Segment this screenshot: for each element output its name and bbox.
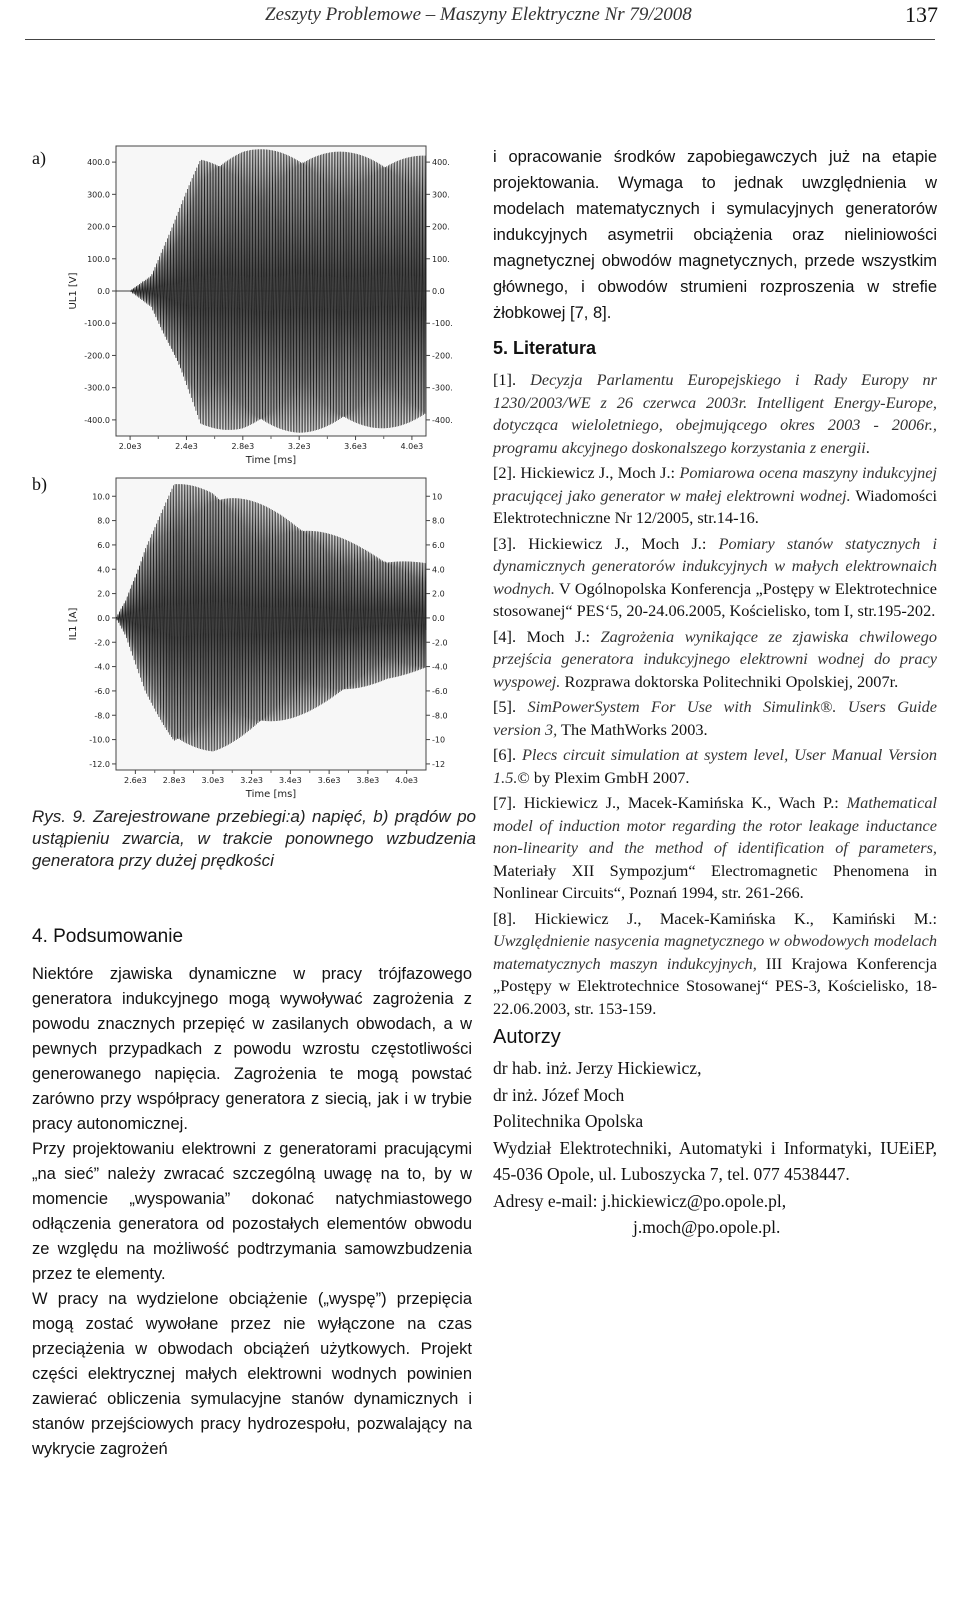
figure-label-a: a) (32, 148, 46, 168)
x-tick-label: 2.8e3 (231, 442, 255, 451)
section-4-paragraph-1: Niektóre zjawiska dynamiczne w pracy trójfazowego generatora indukcyjnego mogą wywoływać zagrożenia z powodu znacznych przepięć w zasilanych obwodach, a w pewnych przypadkach z powodu wzrostu częstotliwości generowanego napięcia. Zagrożenia te mogą powstać zarówno przy współpracy generatora z siecią, jak i w trybie pracy autonomicznej. (32, 965, 472, 1133)
y-tick-label-right: -200. (432, 351, 453, 361)
figure-label-b: b) (32, 474, 47, 494)
y-tick-label-right: 200. (432, 222, 450, 232)
reference-item (493, 744, 937, 789)
reference-title: Pomiarowa ocena maszyny indukcyjnej pracującej jako generator w małej elektrowni wodnej. (493, 463, 938, 505)
reference-authors: [2]. Hickiewicz J., Moch J.: (493, 463, 680, 482)
current-chart (66, 472, 466, 804)
y-tick-label-right: 6.0 (432, 540, 445, 550)
x-tick-label: 3.6e3 (344, 442, 367, 451)
y-tick-label: -4.0 (94, 662, 110, 672)
y-tick-label: 200.0 (87, 222, 110, 232)
x-tick-label: 3.0e3 (201, 776, 225, 785)
reference-title: Decyzja Parlamentu Europejskiego i Rady Europy nr 1230/2003/WE z 26 czerwca 2003r. Intelligent Energy-Europe, dotycząca wieloletniego, obejmującego okres 2003 - 2006r., programu akcyjnego doskonalszego korzystania z energii (493, 370, 937, 457)
y-tick-label-right: -10 (432, 735, 446, 745)
x-tick-label: 3.6e3 (317, 776, 341, 785)
author-line: Politechnika Opolska (493, 1111, 644, 1131)
reference-authors: [8]. Hickiewicz J., Macek-Kamińska K., Kamiński M.: (493, 908, 937, 928)
author-line: dr hab. inż. Jerzy Hickiewicz, (493, 1058, 702, 1078)
x-tick-label: 4.0e3 (395, 776, 418, 785)
y-tick-label: -2.0 (94, 638, 110, 648)
y-tick-label-right: -12 (432, 759, 446, 769)
reference-authors: [6]. (493, 745, 522, 764)
y-tick-label-right: 0.0 (432, 613, 445, 623)
reference-item (493, 533, 937, 623)
y-tick-label: -400.0 (84, 415, 110, 425)
y-tick-label: -8.0 (94, 711, 110, 721)
section-4-paragraph-3: W pracy na wydzielone obciążenie („wyspę”) przepięcia mogą zostać wywołane przez nie wyłączone na czas przeciążenia w obwodach obciążeń użytkowych. Projekt części elektrycznej małych elektrowni wodnych powinien zawierać obliczenia symulacyjne stanów dynamicznych i stanów przejściowych pracy hydrozespołu, pozwalający na wykrycie zagrożeń (32, 1290, 472, 1458)
reference-item (493, 369, 937, 459)
y-tick-label-right: -6.0 (432, 686, 448, 696)
y-tick-label: -12.0 (89, 759, 110, 769)
x-tick-label: 2.4e3 (175, 442, 198, 451)
reference-item (493, 462, 937, 530)
section-4-paragraph-4: i opracowanie środków zapobiegawczych już na etapie projektowania. Wymaga to jednak uwzględnienia w modelach matematycznych i symulacyjnych generatorów indukcyjnych asymetrii obciążenia oraz nieliniowości magnetycznej obwodów magnetycznych, przede wszystkim głównego, i obwodów strumieni rozproszenia w strefie żłobkowej [7, 8]. (493, 148, 937, 322)
section-4-title: 4. Podsumowanie (32, 926, 184, 947)
x-tick-label: 3.2e3 (287, 442, 311, 451)
y-tick-label-right: -100. (432, 319, 453, 329)
reference-source: V Ogólnopolska Konferencja „Postępy w Elektrotechnice stosowanej“ PES‘5, 20-24.06.2005, Kościelisko, tom I, str.195-202. (493, 578, 937, 620)
x-tick-label: 3.2e3 (240, 776, 263, 785)
y-tick-label-right: 100. (432, 254, 450, 264)
y-tick-label-right: -4.0 (432, 662, 448, 672)
x-axis-label: Time [ms] (245, 789, 297, 800)
x-tick-label: 2.8e3 (162, 776, 186, 785)
y-tick-label: -100.0 (84, 319, 110, 329)
reference-source: III Krajowa Konferencja „Postępy w Elektrotechnice Stosowanej“ PES-3, Kościelisko, 18-22.06.2003, str. 153-159. (493, 953, 937, 1018)
author-line: dr inż. Józef Moch (493, 1084, 625, 1105)
reference-source: Wiadomości Elektrotechniczne Nr 12/2005, str.14-16. (493, 485, 937, 527)
figure-caption: Rys. 9. Zarejestrowane przebiegi:a) napięć, b) prądów po ustąpieniu zwarcia, w trakcie ponownego wzbudzenia generatora przy dużej prędkości (32, 807, 476, 870)
reference-authors: [4]. Moch J.: (493, 626, 601, 646)
page-number: 137 (905, 2, 938, 27)
y-tick-label: -10.0 (89, 735, 110, 745)
page-header (0, 0, 960, 50)
x-tick-label: 2.6e3 (124, 776, 147, 785)
y-axis-label: UL1 [V] (68, 272, 79, 310)
reference-item (493, 626, 937, 694)
y-tick-label-right: 400. (432, 158, 450, 168)
reference-authors: [7]. Hickiewicz J., Macek-Kamińska K., Wach P.: (493, 793, 847, 812)
x-tick-label: 4.0e3 (400, 442, 424, 451)
section-4 (32, 926, 472, 1462)
y-tick-label: 0.0 (97, 613, 110, 623)
author-line: Adresy e-mail: j.hickiewicz@po.opole.pl, (493, 1190, 787, 1211)
y-tick-label-right: 4.0 (432, 565, 445, 575)
authors-title: Autorzy (493, 1026, 561, 1048)
x-tick-label: 2.0e3 (118, 442, 142, 451)
y-tick-label-right: 0.0 (432, 287, 445, 296)
reference-source: The MathWorks 2003. (557, 719, 708, 739)
voltage-chart (66, 140, 466, 470)
author-line: Wydział Elektrotechniki, Automatyki i Informatyki, IUEiEP, 45-036 Opole, ul. Luboszycka 7, tel. 077 4538447. (493, 1137, 937, 1184)
y-tick-label: 10.0 (92, 492, 110, 502)
reference-item (493, 792, 937, 905)
y-tick-label-right: 8.0 (432, 516, 445, 526)
y-tick-label: 2.0 (97, 589, 110, 599)
y-tick-label-right: 2.0 (432, 589, 445, 599)
reference-title: Uwzględnienie nasycenia magnetycznego w obwodowych modelach matematycznych maszyn indukcyjnych, (493, 931, 937, 973)
x-tick-label: 3.8e3 (356, 776, 380, 785)
author-line: j.moch@po.opole.pl. (633, 1217, 781, 1237)
reference-title: Pomiary stanów statycznych i dynamicznych generatorów indukcyjnych w małych elektrownaich wodnych. (493, 533, 937, 598)
section-4-paragraph-2: Przy projektowaniu elektrowni z generatorami pracującymi „na sieć” należy zwracać szczególną uwagę na to, by w momencie „wyspowania” dokonać natychmiastowego odłączenia generatora od pozostałych elementów obwodu ze względu na możliwość podtrzymania samowzbudzenia przez te elementy. (32, 1140, 472, 1283)
y-tick-label: 6.0 (97, 540, 110, 550)
reference-authors: [5]. (493, 697, 528, 716)
y-tick-label: -6.0 (94, 686, 110, 696)
y-tick-label: 300.0 (87, 190, 110, 200)
reference-title: Zagrożenia wynikające ze zjawiska chwilowego przejścia generatora indukcyjnego elektrowni wodnej do pracy wyspowej. (493, 626, 937, 691)
y-tick-label: 8.0 (97, 516, 110, 526)
right-column (493, 144, 937, 1241)
header-rule (25, 39, 935, 40)
x-tick-label: 3.4e3 (279, 776, 302, 785)
reference-item (493, 908, 937, 1021)
reference-title: SimPowerSystem For Use with Simulink®. Users Guide version 3, (493, 697, 937, 739)
reference-authors: [3]. Hickiewicz J., Moch J.: (493, 533, 719, 553)
reference-source: Materiały XII Sympozjum“ Electromagnetic Phenomena in Nonlinear Circuits“, Poznań 1994, str. 261-266. (493, 860, 937, 902)
y-tick-label: -300.0 (84, 383, 110, 393)
y-tick-label: 400.0 (87, 158, 110, 168)
y-tick-label: -200.0 (84, 351, 110, 361)
y-tick-label-right: -400. (432, 415, 453, 425)
y-axis-label: IL1 [A] (68, 607, 79, 641)
x-axis-label: Time [ms] (245, 455, 297, 466)
journal-title: Zeszyty Problemowe – Maszyny Elektryczne Nr 79/2008 (265, 4, 692, 25)
y-tick-label: 100.0 (87, 254, 110, 264)
y-tick-label-right: 10 (432, 492, 443, 502)
reference-list (493, 369, 937, 1020)
y-tick-label: 0.0 (97, 287, 110, 296)
reference-item (493, 696, 937, 741)
y-tick-label-right: -2.0 (432, 638, 448, 648)
reference-source: Rozprawa doktorska Politechniki Opolskiej, 2007r. (560, 671, 899, 691)
authors-block (493, 1026, 937, 1241)
reference-title: Mathematical model of induction motor regarding the rotor leakage inductance non-linearity and the method of identification of parameters, (493, 793, 937, 857)
y-tick-label: 4.0 (97, 565, 110, 575)
y-tick-label-right: -8.0 (432, 711, 448, 721)
reference-title: Plecs circuit simulation at system level, User Manual Version 1.5. (493, 745, 938, 787)
reference-source: . (865, 437, 870, 457)
reference-authors: [1]. (493, 370, 531, 389)
section-5-title: 5. Literatura (493, 338, 597, 358)
y-tick-label-right: 300. (432, 190, 450, 200)
reference-source: © by Plexim GmbH 2007. (517, 767, 690, 787)
y-tick-label-right: -300. (432, 383, 453, 393)
